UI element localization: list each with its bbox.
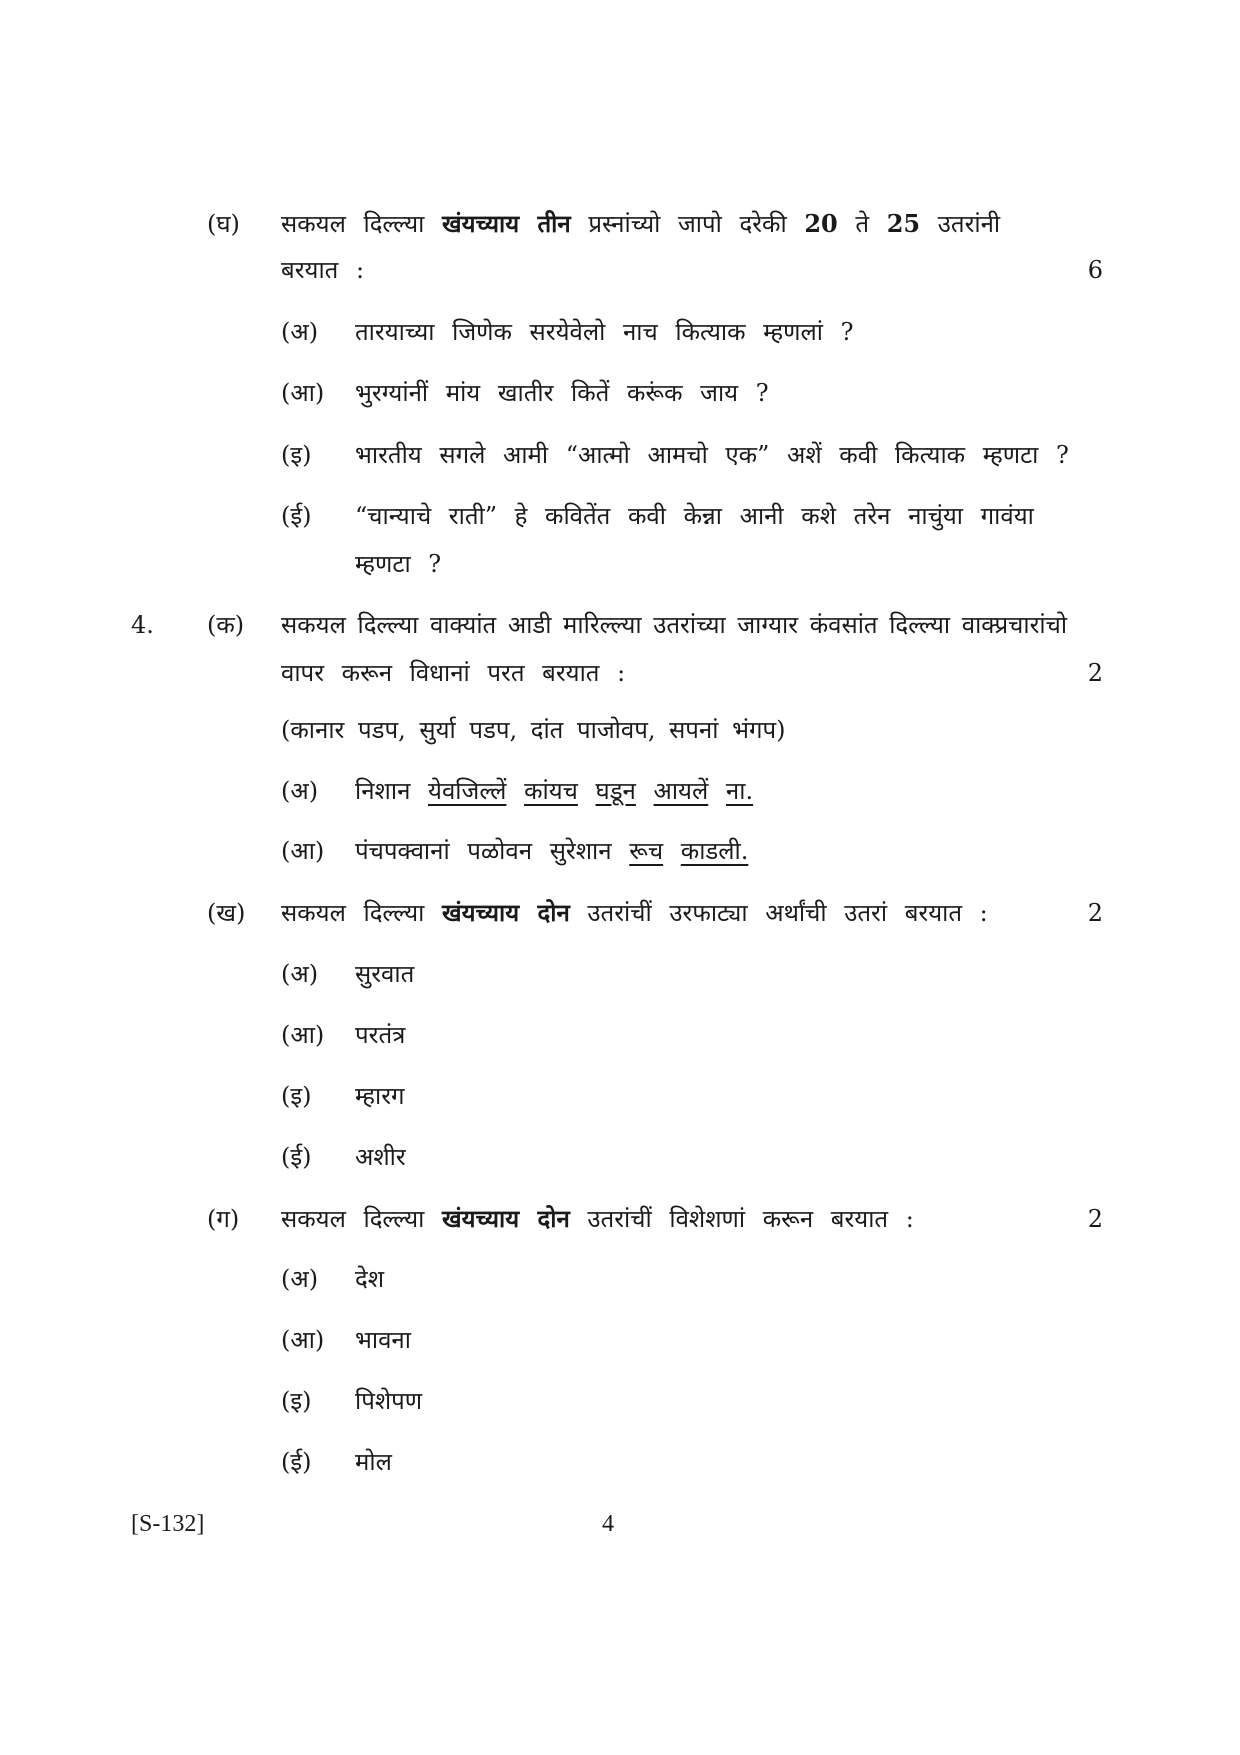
paper-code: [S-132] — [131, 1511, 205, 1537]
question-label: (ख) — [207, 899, 246, 927]
item-text: भुरग्यांनीं मांय खातीर कितें करूंक जाय ? — [355, 379, 769, 407]
item-text: “चान्याचे राती” हे कवितेंत कवी केन्ना आनी कशे तरेन नाचुंया गावंया — [355, 502, 1034, 530]
question-text: सकयल दिल्ल्या खंयच्याय दोन उतरांचीं उरफाट्या अर्थांची उतरां बरयात : — [281, 898, 988, 927]
item-label: (अ) — [281, 777, 319, 805]
question-text-line2: वापर करून विधानां परत बरयात : — [281, 659, 626, 687]
item-sentence: पंचपक्वानां पळोवन सुरेशान रूच काडली. — [355, 837, 749, 865]
marks: 2 — [1087, 659, 1103, 687]
question-text: सकयल दिल्ल्या खंयच्याय दोन उतरांचीं विशेशणां करून बरयात : — [281, 1204, 914, 1233]
question-number: 4. — [131, 611, 154, 639]
phrase-options: (कानार पडप, सुर्या पडप, दांत पाजोवप, सपनां भंगप) — [281, 716, 786, 744]
question-label: (घ) — [207, 210, 240, 238]
item-label: (आ) — [281, 837, 325, 865]
item-text: म्हारग — [355, 1082, 405, 1110]
question-label: (क) — [207, 611, 245, 639]
item-label: (ई) — [281, 1143, 312, 1171]
question-label: (ग) — [207, 1205, 240, 1233]
item-label: (अ) — [281, 318, 319, 346]
item-label: (आ) — [281, 1021, 325, 1049]
marks: 2 — [1087, 899, 1103, 927]
item-label: (ई) — [281, 502, 312, 530]
item-text: भावना — [355, 1326, 411, 1354]
item-label: (इ) — [281, 1082, 312, 1110]
item-label: (इ) — [281, 441, 312, 469]
item-label: (इ) — [281, 1387, 312, 1415]
item-text: भारतीय सगले आमी “आत्मो आमचो एक” अशें कवी कित्याक म्हणटा ? — [355, 441, 1069, 469]
item-text: तारयाच्या जिणेक सरयेवेलो नाच कित्याक म्हणलां ? — [355, 318, 854, 346]
marks: 2 — [1087, 1205, 1103, 1233]
item-text: अशीर — [355, 1143, 406, 1171]
item-text: पिशेपण — [355, 1387, 423, 1415]
item-text-line2: म्हणटा ? — [355, 550, 442, 578]
item-label: (आ) — [281, 379, 325, 407]
item-text: देश — [355, 1265, 385, 1293]
item-text: परतंत्र — [355, 1021, 406, 1049]
item-label: (अ) — [281, 1265, 319, 1293]
question-text-line2: बरयात : — [281, 256, 365, 284]
marks: 6 — [1087, 256, 1103, 284]
item-label: (ई) — [281, 1448, 312, 1476]
item-text: मोल — [355, 1448, 392, 1476]
item-sentence: निशान येवजिल्लें कांयच घडून आयलें ना. — [355, 777, 754, 805]
question-text: सकयल दिल्ल्या खंयच्याय तीन प्रस्नांच्यो जापो दरेकी 20 ते 25 उतरांनी — [281, 209, 1001, 238]
question-text: सकयल दिल्ल्या वाक्यांत आडी मारिल्ल्या उतरांच्या जाग्यार कंवसांत दिल्ल्या वाक्प्रचारांचो — [281, 611, 1068, 639]
item-label: (आ) — [281, 1326, 325, 1354]
item-text: सुरवात — [355, 960, 415, 988]
item-label: (अ) — [281, 960, 319, 988]
page-number: 4 — [602, 1511, 614, 1537]
